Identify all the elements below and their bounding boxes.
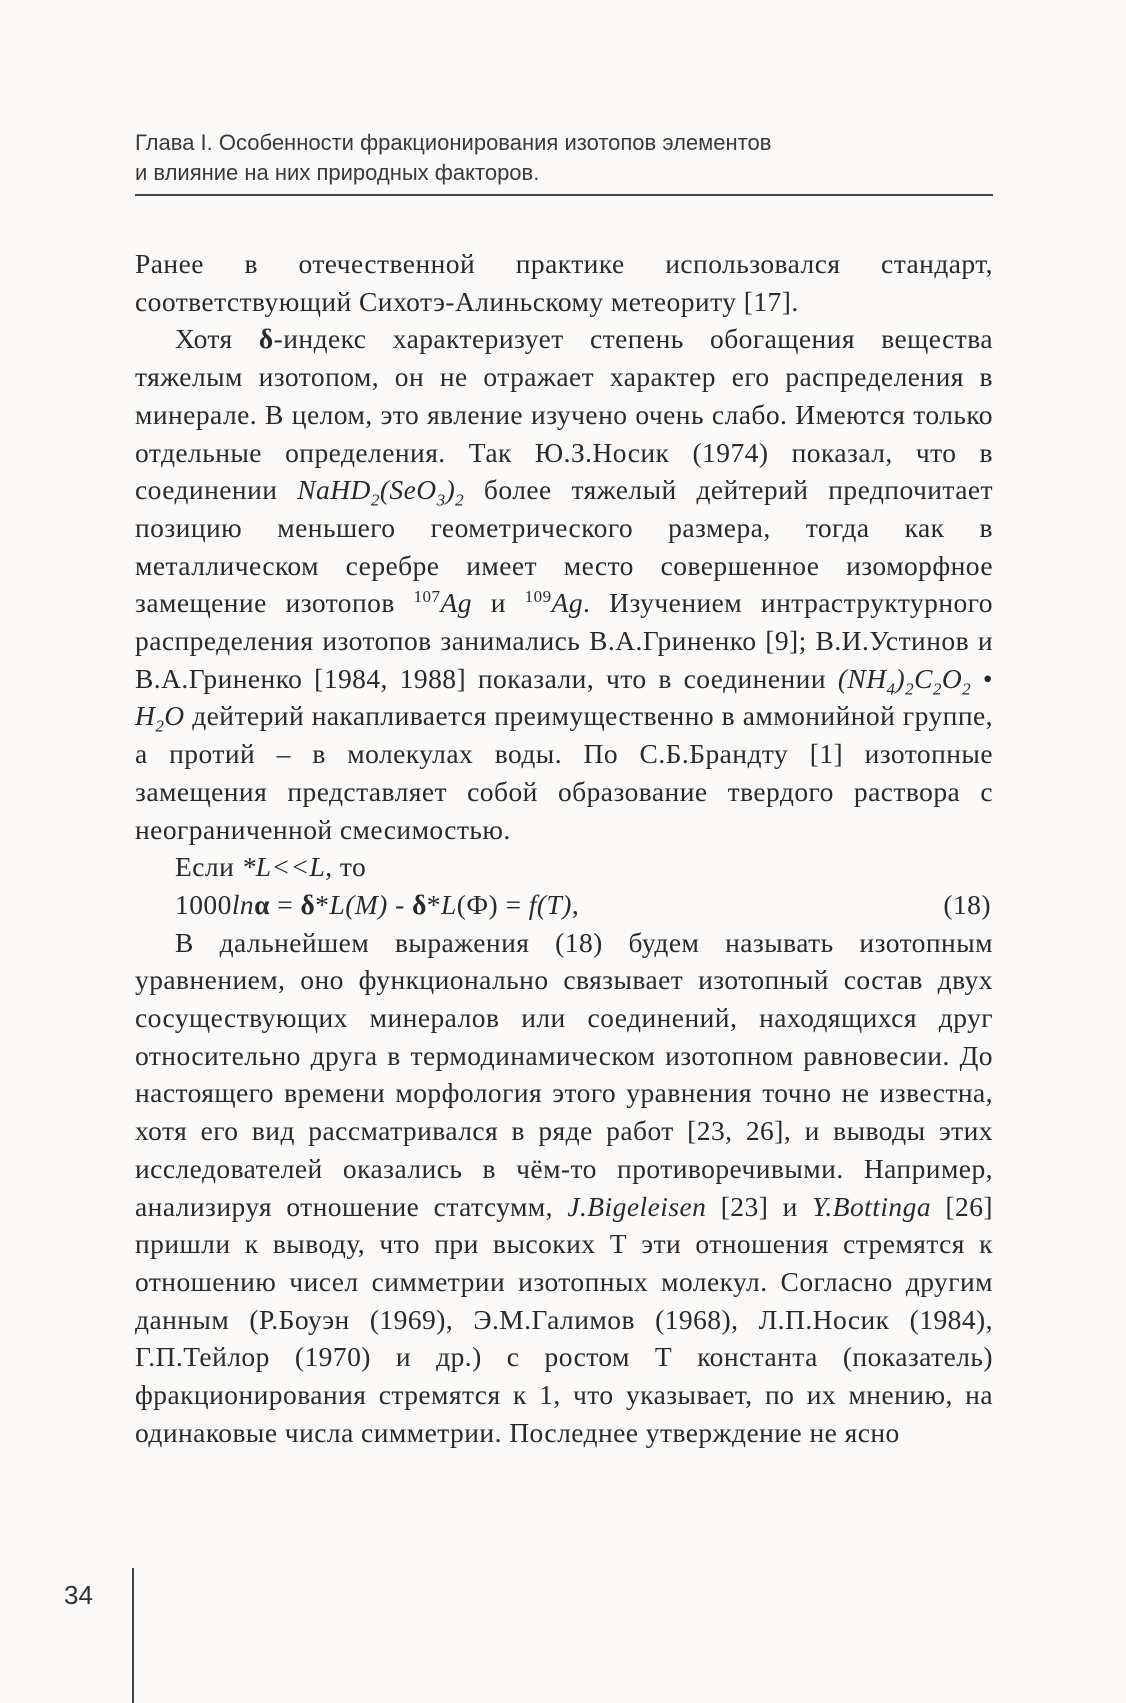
page-number-rule xyxy=(132,1568,134,1703)
page-number: 34 xyxy=(64,1580,93,1610)
condition-expression: *L<<L xyxy=(241,851,326,883)
delta-symbol: δ xyxy=(258,323,274,355)
isotope-ag-107: Ag xyxy=(440,587,472,619)
formula-nahd2seo3: $NaHD_2(SeO_3)_2$ xyxy=(297,474,465,510)
paragraph-1: Ранее в отечественной практике использовался стандарт, соответствующий Сихотэ-Алиньскому метеориту [17]. xyxy=(135,248,993,317)
condition-line: Если *L<<L, то xyxy=(175,851,367,883)
running-head-line-2: и влияние на них природных факторов. xyxy=(135,160,540,185)
header-rule xyxy=(135,194,993,196)
author-bigeleisen: J.Bigeleisen xyxy=(567,1190,707,1222)
paragraph-3: В дальнейшем выражения (18) будем называть изотопным уравнением, оно функционально связывает изотопный состав двух сосуществующих минералов или соединений, находящихся друг относительно друга в термодинамическом изотопном равновесии. До настоящего времени морфология этого уравнения точно не известна, хотя его вид рассматривался в ряде работ [23, 26], и выводы этих исследователей оказались в чём-то противоречивыми. Например, анализируя отношение статсумм, J.Bigeleisen [23] и Y.Bottinga [26] пришли к выводу, что при высоких Т эти отношения стремятся к отношению чисел симметрии изотопных молекул. Согласно другим данным (Р.Боуэн (1969), Э.М.Галимов (1968), Л.П.Носик (1984), Г.П.Тейлор (1970) и др.) с ростом Т константа (показатель) фракционирования стремятся к 1, что указывает, по их мнению, на одинаковые числа симметрии. Последнее утверждение не ясно xyxy=(135,926,994,1448)
isotope-ag-109: Ag xyxy=(551,587,584,619)
equation-body: 1000lnα = δ*L(M) - δ*L(Ф) = f(T), xyxy=(175,888,580,920)
equation-number: (18) xyxy=(943,888,991,920)
body-text xyxy=(135,245,993,1452)
author-bottinga: Y.Bottinga xyxy=(812,1190,932,1222)
running-head-line-1: Глава I. Особенности фракционирования изотопов элементов xyxy=(135,130,772,155)
formula-ammonium-oxalate: $(NH_4)_2C_2O_2$ • $H_2O$ xyxy=(135,662,994,736)
paragraph-2: Хотя δ-индекс характеризует степень обогащения вещества тяжелым изотопом, он не отражает характер его распределения в минерале. В целом, это явление изучено очень слабо. Имеются только отдельные определения. Так Ю.З.Носик (1974) показал, что в соединении $NaHD_2(SeO_3)_2$ более тяжелый дейтерий предпочитает позицию меньшего геометрического размера, тогда как в металлическом серебре имеет место совершенное изоморфное замещение изотопов $^{107}$Ag и $^{109}$Ag. Изучением интраструктурного распределения изотопов занимались В.А.Гриненко [9]; В.И.Устинов и В.А.Гриненко [1984, 1988] показали, что в соединении $(NH_4)_2C_2O_2$ • $H_2O$ дейтерий накапливается преимущественно в аммонийной группе, а протий – в молекулах воды. По С.Б.Брандту [1] изотопные замещения представляет собой образование твердого раствора с неограниченной смесимостью. xyxy=(135,323,994,845)
equation-18 xyxy=(135,886,993,924)
running-head xyxy=(135,128,995,188)
